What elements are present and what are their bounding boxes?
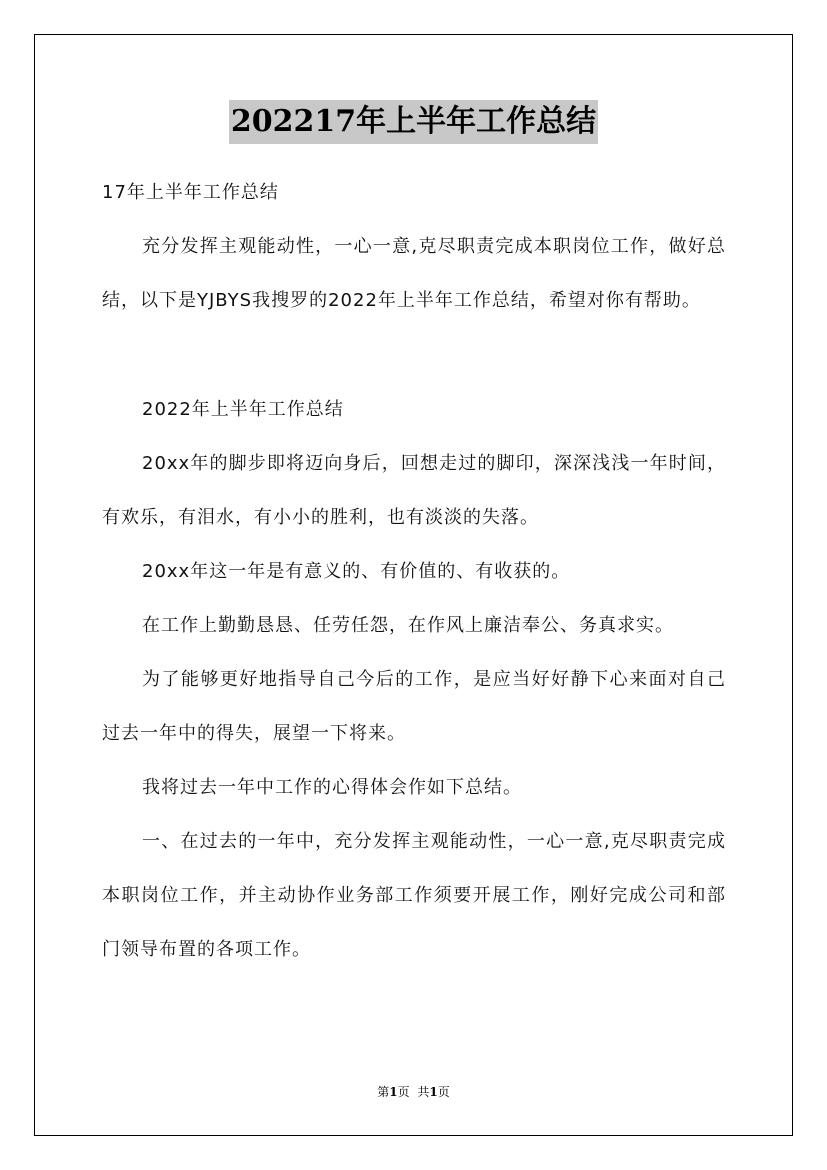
paragraph: 我将过去一年中工作的心得体会作如下总结。 — [142, 777, 522, 798]
section-heading: 2022年上半年工作总结 — [142, 399, 344, 420]
total-pages: 1 — [429, 1085, 438, 1099]
document-body — [102, 166, 726, 977]
total-prefix: 共 — [417, 1085, 430, 1099]
paragraph-intro: 充分发挥主观能动性，一心一意,克尽职责完成本职岗位工作，做好总结，以下是YJBYS我搜罗的2022年上半年工作总结，希望对你有帮助。 — [102, 236, 726, 311]
title-container — [0, 100, 827, 144]
total-suffix: 页 — [437, 1085, 450, 1099]
page-prefix: 第 — [377, 1085, 390, 1099]
paragraph: 20xx年的脚步即将迈向身后，回想走过的脚印，深深浅浅一年时间，有欢乐，有泪水，有小小的胜利，也有淡淡的失落。 — [102, 453, 726, 528]
paragraph: 一、在过去的一年中，充分发挥主观能动性，一心一意,克尽职责完成本职岗位工作，并主动协作业务部工作须要开展工作，刚好完成公司和部门领导布置的各项工作。 — [102, 831, 726, 960]
paragraph: 在工作上勤勤恳恳、任劳任怨，在作风上廉洁奉公、务真求实。 — [142, 615, 674, 636]
page-number: 1 — [389, 1085, 398, 1099]
paragraph: 20xx年这一年是有意义的、有价值的、有收获的。 — [142, 561, 571, 582]
page-footer — [0, 1083, 827, 1100]
page-suffix: 页 — [397, 1085, 410, 1099]
paragraph: 为了能够更好地指导自己今后的工作，是应当好好静下心来面对自己过去一年中的得失，展望一下将来。 — [102, 669, 726, 744]
document-title: 202217年上半年工作总结 — [229, 100, 598, 144]
paragraph-spacer — [102, 328, 726, 383]
document-subtitle: 17年上半年工作总结 — [102, 182, 279, 203]
